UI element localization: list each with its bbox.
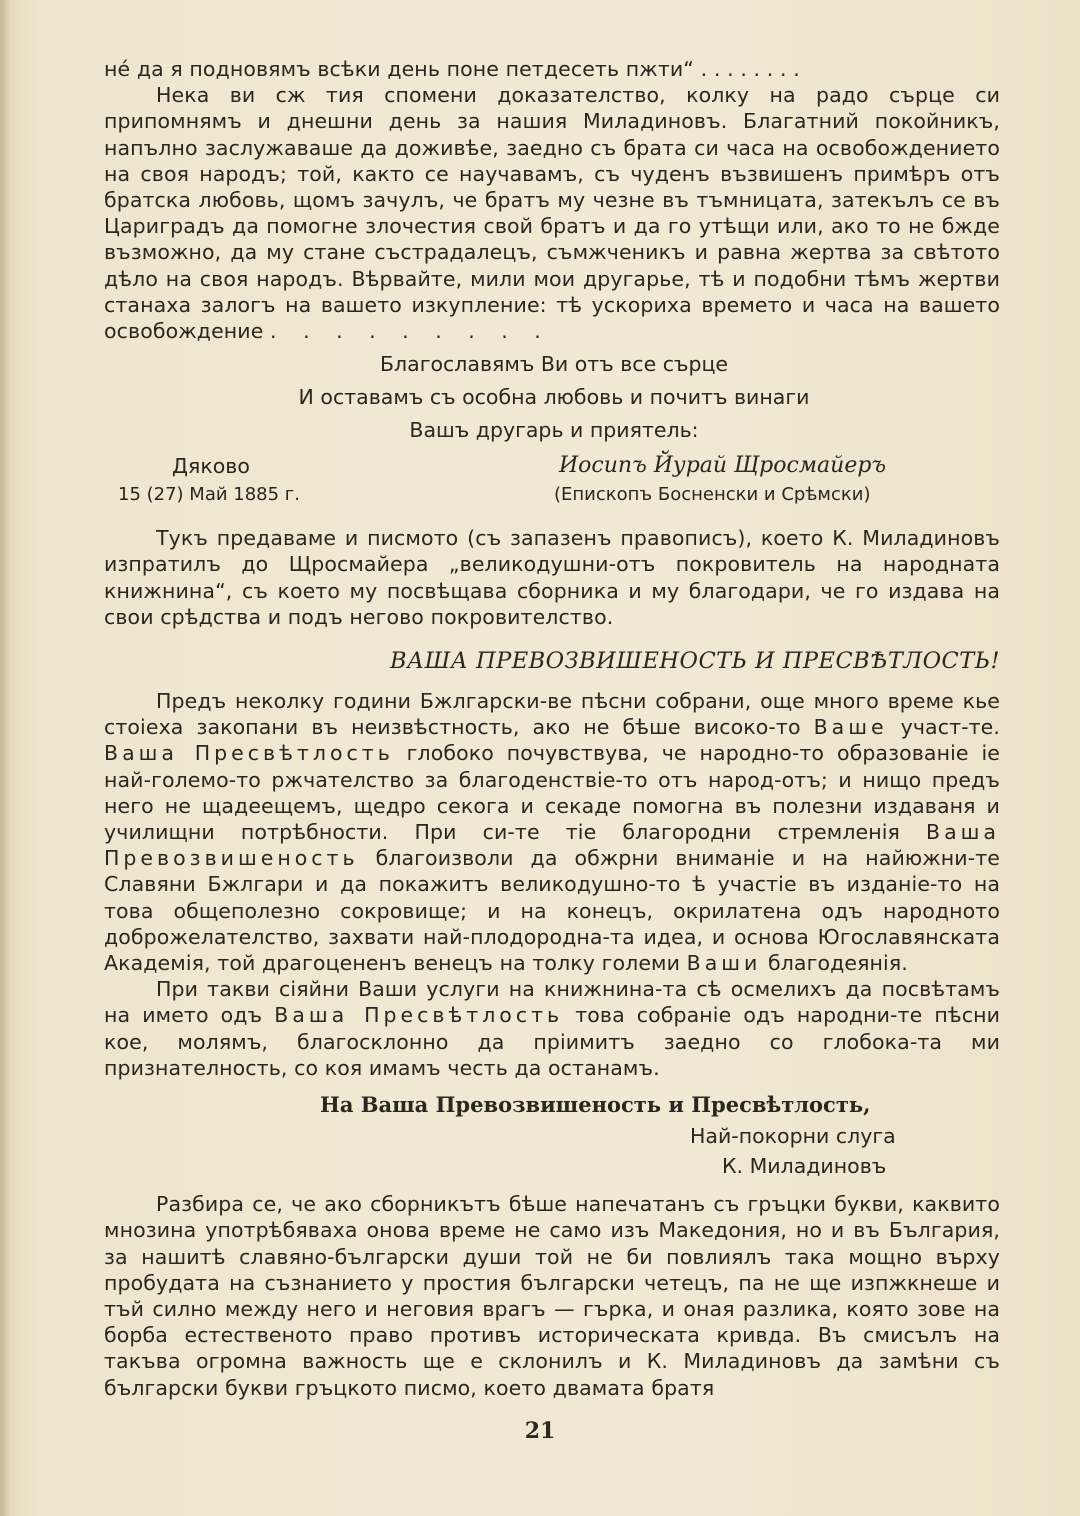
letter-heading: ВАША ПРЕВОЗВИШЕНОСТЬ И ПРЕСВѢТЛОСТЬ!: [390, 648, 1000, 675]
signature-role: (Епископъ Босненски и Срѣмски): [554, 484, 871, 506]
signature-date: 15 (27) Май 1885 г.: [118, 484, 300, 506]
letter-p1-text-i: благодеянiя.: [761, 951, 908, 976]
blessing-line-2: И оставамъ съ особна любовь и почитъ винаги: [298, 385, 810, 410]
letter-p1-text-a: Предъ неколку години Бжлгарски-ве пѣсни собрани, още много време кье стоiеха закопани въ неизвѣстность, ако не бѣше високо-то: [104, 689, 1000, 740]
letter-p1-spaced-vashe: Ваше: [813, 715, 888, 740]
letter-p2-text-c: това собранiе одъ народни-те пѣсни кое, молямъ, благосклонно да прiимитъ заедно со глобока-та ми признателность, со коя имамъ честь да останамъ.: [104, 1003, 1001, 1080]
letter-p2-text-a: При такви сiяйни Ваши услуги на книжнина-та сѣ осмелихъ да посвѣтамъ на името одъ: [104, 977, 1000, 1028]
paragraph-remembrance: [104, 82, 1000, 344]
ellipsis-dots: . . . . . . . . .: [270, 319, 551, 344]
paragraph-alphabet: Разбира се, че ако сборникътъ бѣше напечатанъ съ гръцки букви, каквито мнозина употрѣбяваха онова време не само изъ Македония, но и въ България, за нашитѣ славяно-български души той не би повлиялъ така мощно върху пробудата на съзнанието у простия български четецъ, па не ще изпжкнеше и тъй силно между него и неговия врагъ — гърка, и оная разлика, която зове на борба естественото право противъ историческата кривда. Въ смисълъ на такъва огромна важность ще е склонилъ и К. Миладиновъ да замѣни съ български букви гръцкото писмо, което двамата братя: [104, 1192, 1000, 1400]
letter-p1-text-c: участ-те.: [887, 715, 1000, 740]
letter-p1-spaced-presvetlost: Ваша Пресвѣтлость: [104, 741, 394, 766]
letter-p1-spaced-prevozvishenost: Ваша Превозвишеность: [104, 820, 1000, 871]
blessing-line-1: Благославямъ Ви отъ все сърце: [379, 352, 729, 377]
letter-p1-text-e: глобоко почувствува, че народно-то образованiе iе най-големо-то ржчателство за благоденствiе-то отъ народ-отъ; и нищо предъ него не щадеещемъ, щедро секога и секаде помогна въ полезни издаваня и училищни потрѣбности. При си-те тiе благородни стремленiя: [104, 741, 1000, 845]
letter-paragraph-1: [104, 688, 1000, 976]
closing-salutation: На Ваша Превозвишеность и Пресвѣтлость,: [320, 1092, 871, 1118]
continuation-line: нé да я подновямъ всѣки день поне петдесеть пжти“ . . . . . . . .: [104, 57, 800, 81]
signature-block: [104, 451, 1000, 517]
letter-p1-text-g: благоизволи да обжрни вниманiе и на найюжни-те Славяни Бжлгари и да покажитъ великодушно-то ѣ участiе въ изданiе-то на това общеполезно сокровище; и на конецъ, окрилатена одъ народното доброжелателство, захвати най-плодородна-та идеа, и основа Югославянската Академiя, той драгоцененъ венецъ на толку големи: [104, 846, 1000, 976]
blessing-line-3: Вашъ другарь и приятель:: [409, 418, 699, 443]
signature-place: Дяково: [172, 454, 250, 479]
letter-paragraph-2: [104, 976, 1000, 1081]
letter-p2-spaced-presvetlost: Ваша Пресвѣтлость: [274, 1003, 564, 1028]
closing-name: К. Миладиновъ: [722, 1154, 887, 1179]
page-number: 21: [524, 1418, 556, 1444]
letter-p1-spaced-vashi: Ваши: [686, 951, 762, 976]
closing-servant: Най-покорни слуга: [690, 1124, 896, 1149]
signature-name: Иосипъ Йурай Щросмайеръ: [559, 453, 887, 479]
page-content: [104, 56, 1000, 1401]
paragraph-letter-intro: Тукъ предаваме и писмото (съ запазенъ правописъ), което К. Миладиновъ изпратилъ до Щросмайера „великодушни-отъ покровитель на народната книжнина“, съ което му посвѣщава сборника и му благодари, че го издава на свои срѣдства и подъ негово покровителство.: [104, 526, 1000, 629]
paragraph-remembrance-text: Нека ви сж тия спомени доказателство, колку на радо сърце си припомнямъ и днешни день за нашия Миладиновъ. Благатний покойникъ, напълно заслужаваше да доживѣе, заедно съ брата си часа на освобождението на своя народъ; той, както се научавамъ, съ чуденъ възвишенъ примѣръ отъ братска любовь, щомъ зачулъ, че братъ му чезне въ тъмницата, затекълъ се въ Цариградъ да помогне злочестия свой братъ и да го утѣщи или, ако то не бжде възможно, да му стане състрадалецъ, съмжченикъ и равна жертва за свѣтото дѣло на своя народъ. Вѣрвайте, мили мои другарье, тѣ и подобни тѣмъ жертви станаха залогъ на вашето изкупление: тѣ ускориха времето и часа на вашето освобождение: [104, 83, 1000, 344]
blessing-block: [254, 348, 854, 447]
book-gutter: [0, 0, 10, 1516]
